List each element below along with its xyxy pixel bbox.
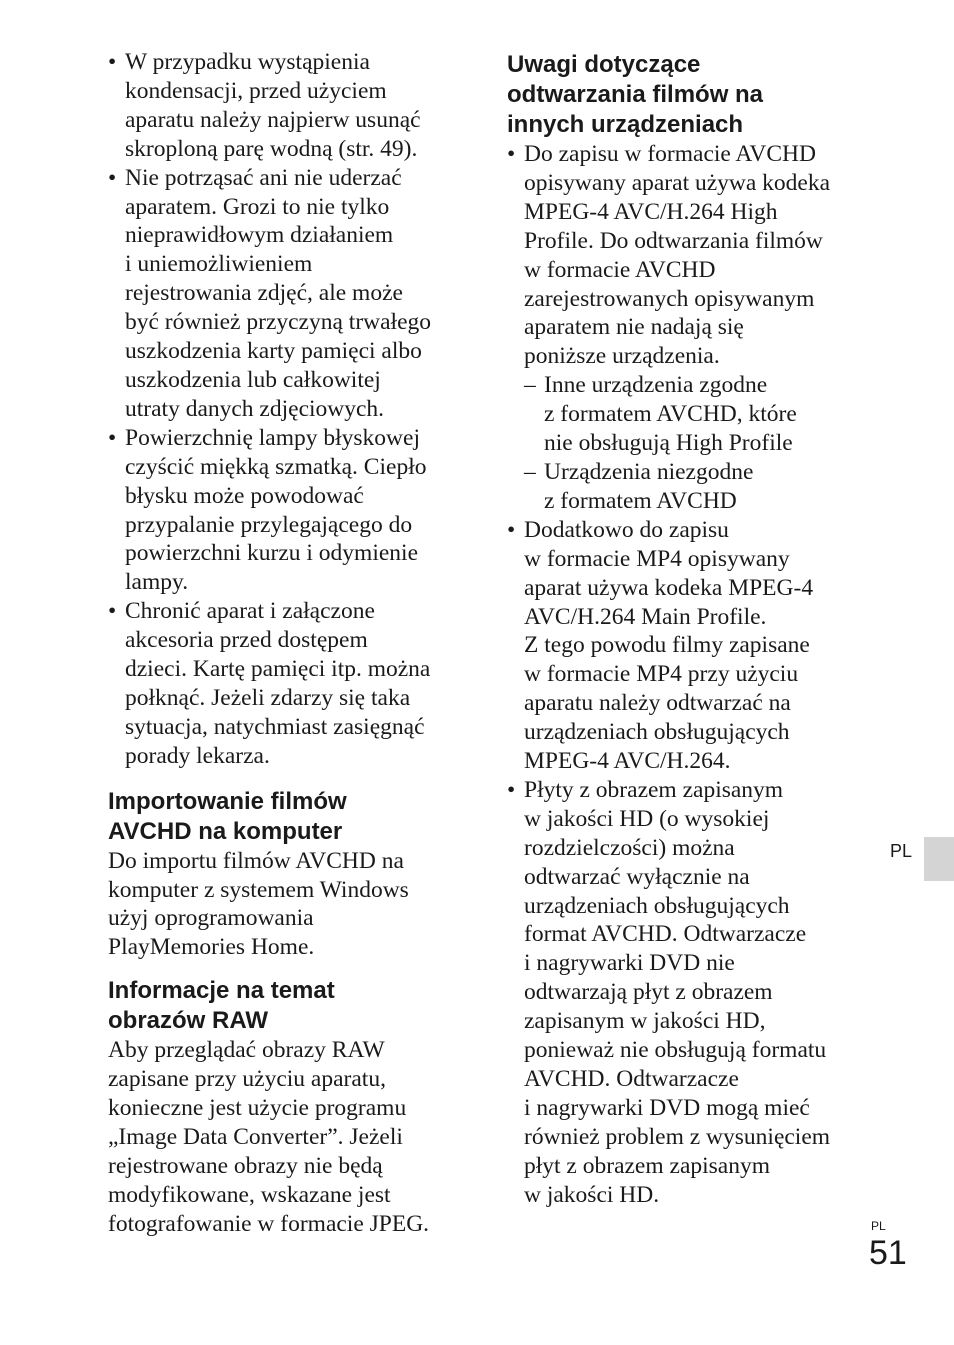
text-line: poniższe urządzenia. bbox=[524, 343, 720, 370]
text-line: • Płyty z obrazem zapisanym bbox=[524, 776, 784, 803]
heading-line: Importowanie filmów bbox=[108, 787, 347, 815]
page-number: 51 bbox=[869, 1234, 907, 1272]
text-line: nie obsługują High Profile bbox=[544, 430, 793, 457]
heading-avchd-import bbox=[108, 787, 468, 847]
text-line: aparatem nie nadają się bbox=[524, 314, 744, 341]
text-line: AVCHD. Odtwarzacze bbox=[524, 1066, 739, 1092]
bullet-mp4-codec bbox=[507, 516, 867, 776]
text-line: modyfikowane, wskazane jest bbox=[108, 1181, 391, 1208]
text-line: porady lekarza. bbox=[125, 742, 270, 769]
text-line: urządzeniach obsługujących bbox=[524, 719, 790, 746]
text-line: aparatu należy najpierw usunąć bbox=[125, 106, 421, 133]
text-line: Do importu filmów AVCHD na bbox=[108, 847, 404, 874]
language-tab-label: PL bbox=[890, 841, 913, 861]
text-line: i nagrywarki DVD mogą mieć bbox=[524, 1094, 810, 1121]
text-line: • W przypadku wystąpienia bbox=[125, 49, 370, 75]
heading-playback-notes bbox=[507, 50, 867, 140]
heading-line: AVCHD na komputer bbox=[108, 817, 343, 845]
heading-line: odtwarzania filmów na bbox=[507, 81, 764, 108]
text-line: • Do zapisu w formacie AVCHD bbox=[524, 141, 816, 167]
text-line: Inne urządzenia zgodne bbox=[544, 372, 768, 399]
text-line: „Image Data Converter”. Jeżeli bbox=[108, 1124, 403, 1150]
text-line: konieczne jest użycie programu bbox=[108, 1095, 407, 1122]
text-line: lampy. bbox=[125, 569, 189, 596]
language-tab-marker bbox=[924, 837, 954, 881]
text-line: powierzchni kurzu i odymienie bbox=[125, 540, 419, 567]
dash-item-incompatible bbox=[507, 458, 867, 516]
text-line: rejestrowania zdjęć, ale może bbox=[125, 280, 403, 307]
bullet-avchd-codec bbox=[507, 140, 867, 371]
left-column bbox=[108, 48, 468, 1239]
text-line: również problem z wysunięciem bbox=[524, 1123, 831, 1150]
text-line: akcesoria przed dostępem bbox=[125, 627, 368, 654]
text-line: odtwarzają płyt z obrazem bbox=[524, 979, 773, 1006]
text-line: połknąć. Jeżeli zdarzy się taka bbox=[125, 684, 411, 711]
text-line: Urządzenia niezgodne bbox=[544, 458, 754, 485]
text-line: dzieci. Kartę pamięci itp. można bbox=[125, 656, 431, 683]
text-line: PlayMemories Home. bbox=[108, 934, 315, 961]
text-line: utraty danych zdjęciowych. bbox=[125, 395, 385, 422]
text-line: w jakości HD. bbox=[524, 1181, 660, 1208]
paragraph-raw-images bbox=[108, 1036, 468, 1238]
text-line: z formatem AVCHD bbox=[544, 487, 737, 514]
text-line: zapisane przy użyciu aparatu, bbox=[108, 1066, 386, 1093]
text-line: Profile. Do odtwarzania filmów bbox=[524, 227, 823, 254]
text-line: aparat używa kodeka MPEG-4 bbox=[524, 574, 814, 601]
heading-line: innych urządzeniach bbox=[507, 111, 744, 138]
text-line: • Dodatkowo do zapisu bbox=[524, 516, 729, 543]
text-line: nieprawidłowym działaniem bbox=[125, 222, 394, 249]
text-line: w formacie MP4 przy użyciu bbox=[524, 661, 799, 688]
text-line: zarejestrowanych opisywanym bbox=[524, 285, 815, 312]
dash-mark: – bbox=[524, 458, 536, 485]
text-line: i uniemożliwieniem bbox=[125, 251, 313, 278]
text-line: być również przyczyną trwałego bbox=[125, 309, 432, 336]
text-line: użyj oprogramowania bbox=[108, 905, 314, 932]
bullet-children bbox=[108, 597, 468, 770]
text-line: MPEG-4 AVC/H.264. bbox=[524, 748, 731, 775]
text-line: płyt z obrazem zapisanym bbox=[524, 1152, 771, 1179]
bullet-shock bbox=[108, 164, 468, 424]
bullet-flash-cleaning bbox=[108, 424, 468, 597]
heading-line: obrazów RAW bbox=[108, 1007, 268, 1035]
text-line: opisywany aparat używa kodeka bbox=[524, 169, 831, 196]
text-line: format AVCHD. Odtwarzacze bbox=[524, 921, 807, 948]
text-line: • Powierzchnię lampy błyskowej bbox=[125, 424, 420, 451]
paragraph-avchd-import bbox=[108, 847, 468, 963]
text-line: aparatu należy odtwarzać na bbox=[524, 690, 791, 717]
text-line: odtwarzać wyłącznie na bbox=[524, 863, 750, 890]
dash-item-high-profile bbox=[507, 371, 867, 458]
text-line: kondensacji, przed użyciem bbox=[125, 77, 387, 104]
text-line: czyścić miękką szmatką. Ciepło bbox=[125, 453, 427, 480]
text-line: komputer z systemem Windows bbox=[108, 876, 409, 903]
text-line: sytuacja, natychmiast zasięgnąć bbox=[125, 713, 425, 740]
right-column bbox=[507, 48, 867, 1210]
heading-raw-images bbox=[108, 976, 468, 1036]
dash-mark: – bbox=[524, 372, 536, 399]
text-line: rozdzielczości) można bbox=[524, 834, 735, 861]
text-line: skroploną parę wodną (str. 49). bbox=[125, 135, 418, 162]
text-line: rejestrowane obrazy nie będą bbox=[108, 1152, 383, 1179]
bullet-condensation bbox=[108, 48, 468, 164]
heading-line: Informacje na temat bbox=[108, 977, 335, 1005]
text-line: MPEG-4 AVC/H.264 High bbox=[524, 198, 778, 225]
text-line: Aby przeglądać obrazy RAW bbox=[108, 1037, 385, 1064]
text-line: aparatem. Grozi to nie tylko bbox=[125, 193, 390, 220]
text-line: urządzeniach obsługujących bbox=[524, 892, 790, 919]
footer-language-code: PL bbox=[871, 1219, 886, 1233]
heading-line: Uwagi dotyczące bbox=[507, 51, 701, 78]
text-line: z formatem AVCHD, które bbox=[544, 401, 797, 428]
text-line: i nagrywarki DVD nie bbox=[524, 950, 735, 977]
text-line: błysku może powodować bbox=[125, 482, 364, 509]
text-line: • Nie potrząsać ani nie uderzać bbox=[125, 164, 402, 191]
text-line: AVC/H.264 Main Profile. bbox=[524, 603, 767, 630]
text-line: w jakości HD (o wysokiej bbox=[524, 805, 770, 832]
text-line: w formacie MP4 opisywany bbox=[524, 545, 790, 572]
text-line: ponieważ nie obsługują formatu bbox=[524, 1037, 827, 1064]
text-line: zapisanym w jakości HD, bbox=[524, 1008, 766, 1035]
text-line: Z tego powodu filmy zapisane bbox=[524, 632, 810, 659]
text-line: przypalanie przylegającego do bbox=[125, 511, 413, 538]
bullet-hd-discs bbox=[507, 776, 867, 1210]
text-line: w formacie AVCHD bbox=[524, 256, 716, 283]
text-line: • Chronić aparat i załączone bbox=[125, 598, 375, 625]
text-line: fotografowanie w formacie JPEG. bbox=[108, 1210, 430, 1237]
text-line: uszkodzenia karty pamięci albo bbox=[125, 338, 422, 365]
text-line: uszkodzenia lub całkowitej bbox=[125, 366, 381, 393]
